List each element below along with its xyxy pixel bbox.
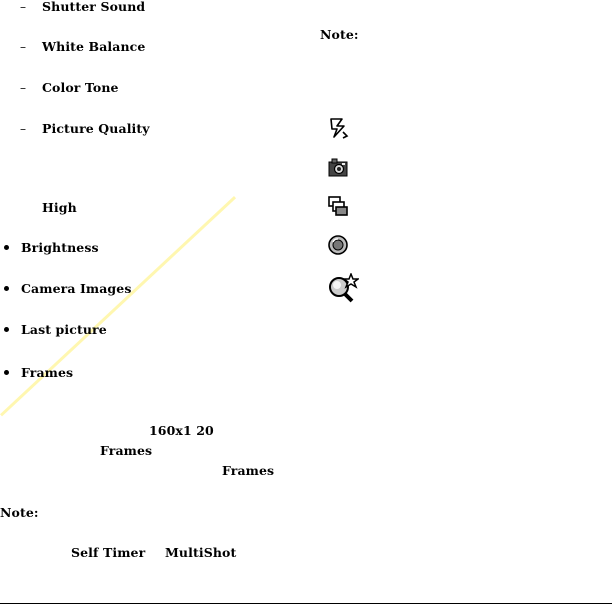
note-label: Note: xyxy=(320,27,359,42)
self-timer-label: Self Timer xyxy=(71,545,146,560)
frames-label-1: Frames xyxy=(100,443,153,458)
item-high: High xyxy=(42,200,77,215)
bottom-note-label: Note: xyxy=(0,505,39,520)
camera-icon xyxy=(327,157,349,179)
item-white-balance: White Balance xyxy=(42,39,146,54)
magnifier-star-icon xyxy=(327,273,359,303)
item-camera-images: Camera Images xyxy=(21,281,132,296)
page-footer-rule xyxy=(0,603,612,604)
item-last-picture: Last picture xyxy=(21,322,107,337)
item-picture-quality: Picture Quality xyxy=(42,121,150,136)
lightning-icon xyxy=(328,117,350,139)
frames-label-2: Frames xyxy=(222,463,275,478)
dash-marker: – xyxy=(20,81,26,95)
item-shutter-sound: Shutter Sound xyxy=(42,0,146,14)
dash-marker: – xyxy=(20,122,26,136)
resolution-value: 160x1 20 xyxy=(149,423,214,438)
bullet-marker xyxy=(4,327,9,332)
stacked-pictures-icon xyxy=(327,195,349,217)
bullet-marker xyxy=(4,370,9,375)
item-frames: Frames xyxy=(21,365,74,380)
multishot-label: MultiShot xyxy=(165,545,237,560)
dash-marker: – xyxy=(20,40,26,54)
item-brightness: Brightness xyxy=(21,240,99,255)
bullet-marker xyxy=(4,286,9,291)
item-color-tone: Color Tone xyxy=(42,80,119,95)
brightness-dial-icon xyxy=(327,234,349,256)
dash-marker: – xyxy=(20,0,26,14)
bullet-marker xyxy=(4,245,9,250)
highlighter-stroke xyxy=(0,196,236,416)
